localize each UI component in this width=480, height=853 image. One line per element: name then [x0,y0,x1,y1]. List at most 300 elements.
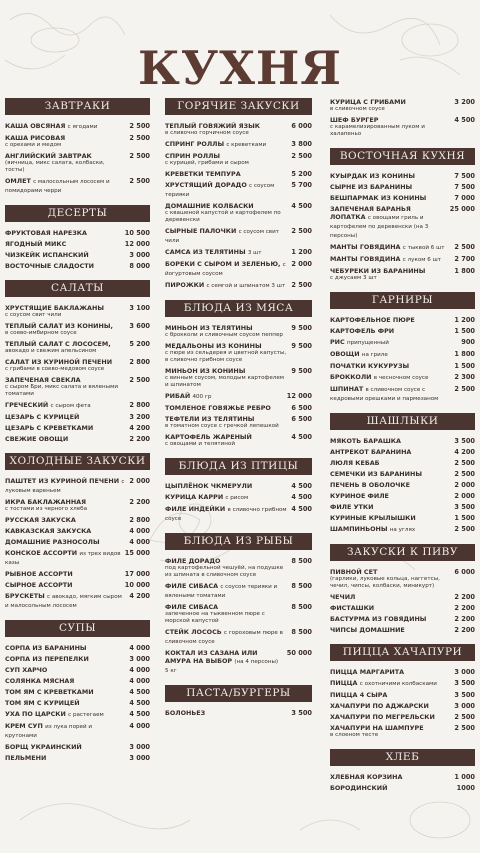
dish-name [330,385,450,403]
dish-description: в сливочно горчичном соусе [165,130,249,136]
dish-name-text: ХЛЕБНАЯ КОРЗИНА [330,773,403,781]
dish-price: 3 600 [129,322,150,330]
dish-note: с овощами гриль и картофелем по деревенски (на 3 персоны) [330,215,429,239]
dish-name-text: ЦЫПЛЁНОК ЧКМЕРУЛИ [165,482,253,490]
dish-name-text: КАРТОФЕЛЬ ФРИ [330,327,395,335]
dish-note: с креветками [226,142,267,148]
menu-item [330,492,475,500]
menu-item-text [165,415,291,430]
menu-item [330,437,475,445]
menu-item [5,122,150,131]
menu-item-text [165,227,291,245]
menu-item [165,170,312,178]
dish-price: 2 500 [454,459,475,467]
dish-price: 2 500 [454,385,475,393]
menu-item-text [165,603,291,625]
menu-item [330,373,475,382]
menu-item [5,581,150,589]
menu-item-text [330,615,454,623]
dish-name [5,413,125,421]
menu-item-text [165,493,291,502]
dish-name [330,194,450,202]
menu-item-text [330,568,454,590]
menu-item [165,281,312,290]
dish-name-text: ПИЦЦА 4 СЫРА [330,691,388,699]
menu-item [165,603,312,625]
menu-item-text [5,251,129,259]
dish-name [330,183,450,191]
dish-name-text: ДОМАШНИЕ РАЗНОСОЛЫ [5,538,100,546]
dish-price: 3 800 [291,140,312,148]
menu-item-text [5,401,129,410]
menu-column-middle [165,98,312,727]
dish-name [165,709,287,717]
menu-item [5,229,150,237]
section-header: СУПЫ [5,620,150,637]
dish-name [165,260,287,278]
menu-item [330,448,475,456]
dish-name [165,433,287,441]
menu-item-text [330,183,454,191]
dish-name [5,322,125,330]
dish-name [5,229,121,237]
dish-note: с малосольным лососем и помидорами черри [5,179,110,194]
dish-price: 5 200 [129,340,150,348]
dish-name-text: ПЕЛЬМЕНИ [5,754,47,762]
menu-item-text [5,754,129,762]
dish-name [5,527,125,535]
dish-price: 2 500 [454,724,475,732]
menu-item [165,649,312,675]
dish-name-text: ФИСТАШКИ [330,604,375,612]
menu-item-text [5,498,129,513]
dish-name [330,773,450,781]
dish-description: с пюре из сельдерея и цветной капусты, в сливочно грибном соусе [165,350,287,363]
dish-name-text: ФИЛЕ ИНДЕЙКИ [165,505,226,513]
dish-name-text: ЧЕЧИЛ [330,593,356,601]
dish-name-text: ПАШТЕТ ИЗ КУРИНОЙ ПЕЧЕНИ [5,477,120,485]
menu-item [5,262,150,270]
menu-section [330,644,475,739]
dish-description: с квашеной капустой и картофелем по деревенски [165,210,281,223]
menu-item-text [330,593,454,601]
dish-name [330,668,450,676]
dish-name [330,604,450,612]
dish-price: 2 500 [454,470,475,478]
dish-name-text: ЦЕЗАРЬ С КУРИЦЕЙ [5,413,80,421]
section-header: БЛЮДА ИЗ ПТИЦЫ [165,458,312,475]
menu-section [165,685,312,717]
menu-item [330,316,475,324]
dish-price: 2 500 [129,134,150,142]
menu-item-text [165,392,287,401]
dish-note: с соусом терияки [165,183,275,198]
menu-item-text [5,424,129,432]
section-header: ВОСТОЧНАЯ КУХНЯ [330,148,475,165]
menu-item-text [330,691,454,699]
menu-item [330,385,475,403]
menu-item [5,134,150,149]
dish-note: на гриле [361,352,388,358]
dish-name [330,492,450,500]
dish-price: 3 500 [454,679,475,687]
dish-name [5,570,121,578]
dish-name [330,470,450,478]
dish-price: 4 000 [129,538,150,546]
dish-name-text: БОРЩ УКРАИНСКИЙ [5,743,82,751]
menu-item-text [165,582,291,600]
dish-price: 2 000 [129,477,150,485]
dish-name-text: КУЫРДАК ИЗ КОНИНЫ [330,172,415,180]
dish-note: с луком 6 шт [402,257,441,263]
dish-name [5,152,125,160]
dish-price: 3 100 [129,304,150,312]
dish-name-text: СВЕЖИЕ ОВОЩИ [5,435,69,443]
dish-name-text: РУССКАЯ ЗАКУСКА [5,516,76,524]
dish-name-text: КРЕМ СУП [5,722,43,730]
dish-name-text: СЕМЕЧКИ ИЗ БАРАНИНЫ [330,470,422,478]
dish-name [330,459,450,467]
dish-price: 4 000 [129,722,150,730]
dish-name-text: ЦЕЗАРЬ С КРЕВЕТКАМИ [5,424,94,432]
dish-price: 17 000 [124,570,150,578]
menu-item-text [330,448,454,456]
dish-name-text: МАНТЫ ГОВЯДИНА [330,243,401,251]
dish-description: с сыром Бри, микс салата и вялеными томатами [5,384,118,397]
menu-item-text [330,385,454,403]
menu-item [330,615,475,623]
menu-item-text [330,267,454,282]
dish-name-text: ПОЧАТКИ КУКУРУЗЫ [330,362,410,370]
menu-item [330,593,475,601]
menu-item-text [165,152,291,167]
dish-name-text: КУРИНЫЕ КРЫЛЫШКИ [330,514,416,522]
dish-name [165,628,287,646]
dish-name [165,557,287,565]
dish-price: 3 500 [454,437,475,445]
dish-note: с охотничими колбасками [359,681,437,687]
menu-item [5,477,150,495]
dish-name-text: КОНСКОЕ АССОРТИ [5,549,78,557]
menu-item-text [165,181,291,199]
dish-note: с ягодами [67,124,98,130]
dish-name [330,525,450,534]
dish-name [165,140,287,149]
dish-description: (яичница, микс салата, колбаски, тосты) [5,160,105,173]
menu-item-text [330,492,454,500]
menu-item-text [330,679,454,688]
dish-price: 3 500 [291,709,312,717]
menu-item [165,342,312,364]
menu-item [165,140,312,149]
menu-item [330,503,475,511]
menu-item-text [5,655,129,663]
menu-section [165,300,312,448]
menu-item-text [5,122,129,131]
menu-item [330,470,475,478]
dish-name-text: КАРТОФЕЛЬНОЕ ПЮРЕ [330,316,415,324]
menu-item-text [5,304,129,319]
dish-price: 4 500 [291,202,312,210]
dish-name-text: СУП ХАРЧО [5,666,48,674]
menu-section [330,544,475,634]
dish-name [5,516,125,524]
dish-price: 7 500 [454,172,475,180]
menu-item [5,413,150,421]
menu-item-text [165,122,291,137]
dish-name-text: ШАМПИНЬОНЫ [330,525,388,533]
dish-name [330,503,450,511]
dish-note: с луковым вареньем [5,479,125,494]
dish-note: с йогуртовым соусом [165,262,286,277]
section-header: ЗАВТРАКИ [5,98,150,115]
dish-name-text: ХРУСТЯЩИЙ ДОРАДО [165,181,247,189]
dish-price: 1 800 [454,267,475,275]
dish-price: 1 500 [454,362,475,370]
dish-price: 2 300 [454,373,475,381]
menu-item [165,122,312,137]
menu-item [330,172,475,180]
dish-description: в томатном соусе с гречкой лепешкой [165,423,279,429]
dish-price: 12 000 [124,240,150,248]
dish-name [165,404,287,412]
dish-price: 1000 [456,784,475,792]
dish-name [330,568,450,576]
dish-price: 4 000 [129,644,150,652]
dish-name [5,549,121,567]
dish-price: 8 500 [291,603,312,611]
dish-name-text: ЯГОДНЫЙ МИКС [5,240,67,248]
dish-name [5,240,121,248]
dish-name [165,603,287,611]
menu-item [5,655,150,663]
menu-item-text [5,358,129,373]
dish-name-text: ЗАПЕЧЕНАЯ СВЕКЛА [5,376,81,384]
dish-price: 4 500 [454,116,475,124]
dish-name [165,415,287,423]
dish-note: с растегаем [68,712,104,718]
dish-name [165,170,287,178]
section-header: ШАШЛЫКИ [330,413,475,430]
menu-item [5,570,150,578]
section-header: БЛЮДА ИЗ МЯСА [165,300,312,317]
menu-item-text [330,784,457,792]
menu-item [330,773,475,781]
dish-name [330,255,450,264]
dish-name [330,724,450,732]
dish-name-text: ФИЛЕ ДОРАДО [165,557,221,565]
dish-name [330,691,450,699]
dish-name [5,743,125,751]
dish-name-text: ТОМ ЯМ С КУРИЦЕЙ [5,699,80,707]
dish-note: с соусом свит чили [165,229,279,244]
menu-item-text [330,316,454,324]
dish-price: 6 000 [454,568,475,576]
menu-item [330,481,475,489]
dish-name [5,592,125,610]
menu-item [330,116,475,138]
dish-description: запеченное на тыквенном пюре с морской капустой [165,611,265,624]
menu-item-text [165,202,291,224]
dish-name [5,401,125,410]
menu-item [330,183,475,191]
dish-price: 4 500 [129,688,150,696]
dish-price: 2 500 [129,376,150,384]
menu-section [330,749,475,792]
dish-price: 10 000 [124,581,150,589]
menu-item [5,754,150,762]
dish-name [5,435,125,443]
dish-name [330,338,457,347]
dish-name-text: ХАЧАПУРИ НА ШАМПУРЕ [330,724,424,732]
dish-price: 2 700 [454,255,475,263]
dish-price: 2 200 [129,498,150,506]
menu-item-text [5,710,129,719]
menu-section [330,148,475,282]
dish-name [5,376,125,384]
dish-name-text: ХАЧАПУРИ ПО АДЖАРСКИ [330,702,429,710]
menu-item [5,401,150,410]
dish-name-text: ФИЛЕ СИБАСА [165,582,219,590]
dish-name-text: БЕШПАРМАК ИЗ КОНИНЫ [330,194,427,202]
dish-note: с гороховым пюре в сливочном соусе [165,630,283,645]
menu-item [5,152,150,174]
dish-name [330,448,450,456]
dish-price: 2 500 [129,152,150,160]
menu-item [165,181,312,199]
menu-item [5,699,150,707]
dish-price: 2 500 [129,122,150,130]
dish-description: с соусом свит чили [5,312,62,318]
dish-price: 2 500 [454,713,475,721]
menu-item-text [330,205,450,240]
dish-name [330,116,450,124]
menu-item [5,710,150,719]
menu-item [330,679,475,688]
dish-price: 2 800 [129,401,150,409]
menu-item-text [5,435,129,443]
dish-name [5,262,125,270]
menu-item [5,722,150,740]
dish-price: 2 500 [454,525,475,533]
dish-name [5,666,125,674]
menu-section [5,620,150,762]
dish-name-text: ПИЦЦА [330,679,358,687]
dish-price: 4 500 [291,505,312,513]
dish-name [330,626,450,634]
menu-item [165,557,312,579]
dish-price: 2 500 [129,177,150,185]
dish-price: 6 500 [291,415,312,423]
dish-name-text: ПИРОЖКИ [165,281,205,289]
dish-description: с джусаем 3 шт [330,275,377,281]
dish-name [5,122,125,131]
dish-name-text: БАСТУРМА ИЗ ГОВЯДИНЫ [330,615,427,623]
menu-item-text [165,140,291,149]
dish-description: авокадо и свежим апельсином [5,348,97,354]
menu-item [5,251,150,259]
section-header: САЛАТЫ [5,280,150,297]
dish-name [5,754,125,762]
dish-name [5,644,125,652]
menu-item-text [330,327,454,335]
dish-name-text: МЯКОТЬ БАРАШКА [330,437,401,445]
dish-name-text: ЧИПСЫ ДОМАШНИЕ [330,626,405,634]
dish-name-text: БОРОДИНСКИЙ [330,784,388,792]
menu-item [330,604,475,612]
dish-description: с тостами из черного хлеба [5,506,88,512]
dish-note: с рисом [225,495,249,501]
dish-name [330,327,450,335]
menu-item [5,424,150,432]
menu-item-text [5,240,125,248]
dish-name-text: УХА ПО ЦАРСКИ [5,710,66,718]
menu-item [330,243,475,252]
menu-item-text [330,713,454,721]
menu-item [5,677,150,685]
dish-name-text: ТЕПЛЫЙ САЛАТ ИЗ КОНИНЫ, [5,322,113,330]
menu-item-text [5,134,129,149]
dish-note: из трех видов казы [5,551,121,566]
dish-name-text: ОВОЩИ [330,350,360,358]
dish-name-text: ТОМЛЕНОЕ ГОВЯЖЬЕ РЕБРО [165,404,271,412]
menu-item [330,668,475,676]
dish-price: 4 500 [129,699,150,707]
menu-item-text [330,702,454,710]
dish-name-text: ФИЛЕ УТКИ [330,503,374,511]
dish-name [5,581,121,589]
dish-name [5,251,125,259]
dish-description: с брокколи и сливочным соусом пеппер [165,332,283,338]
menu-item [5,666,150,674]
dish-price: 12 000 [286,392,312,400]
dish-price: 3 000 [129,251,150,259]
dish-price: 4 500 [291,493,312,501]
dish-name-text: БОЛОНЬЕЗ [165,709,206,717]
menu-item-text [330,116,454,138]
menu-item-text [330,503,454,511]
menu-item-text [165,649,287,675]
dish-note: с тыквой 6 шт [402,245,445,251]
dish-name-text: ДОМАШНИЕ КОЛБАСКИ [165,202,254,210]
section-header: ХЛЕБ [330,749,475,766]
section-header: ЗАКУСКИ К ПИВУ [330,544,475,561]
menu-item [330,362,475,370]
menu-item-text [5,581,125,589]
menu-item-text [165,557,291,579]
menu-item [5,358,150,373]
dish-price: 9 500 [291,342,312,350]
dish-name-text: ТЕФТЕЛИ ИЗ ТЕЛЯТИНЫ [165,415,255,423]
dish-price: 7 500 [454,183,475,191]
dish-price: 2 200 [454,615,475,623]
dish-name-text: БРУСКЕТЫ [5,592,45,600]
menu-item-text [165,324,291,339]
dish-name-text: ТОМ ЯМ С КРЕВЕТКАМИ [5,688,94,696]
dish-name-text: РИБАЙ [165,392,191,400]
dish-note: в сливочно грибном соусе [165,507,287,522]
dish-note: в чесночном соусе [373,375,429,381]
menu-item [165,433,312,448]
dish-name-text: ШЕФ БУРГЕР [330,116,379,124]
dish-name-text: БОРЕКИ С СЫРОМ И ЗЕЛЕНЬЮ, [165,260,281,268]
menu-item-text [5,743,129,751]
dish-name-text: ПИЦЦА МАРГАРИТА [330,668,405,676]
menu-section [330,292,475,403]
dish-price: 2 200 [454,593,475,601]
dish-name-text: ПЕЧЕНЬ В ОБОЛОЧКЕ [330,481,411,489]
menu-item [5,743,150,751]
